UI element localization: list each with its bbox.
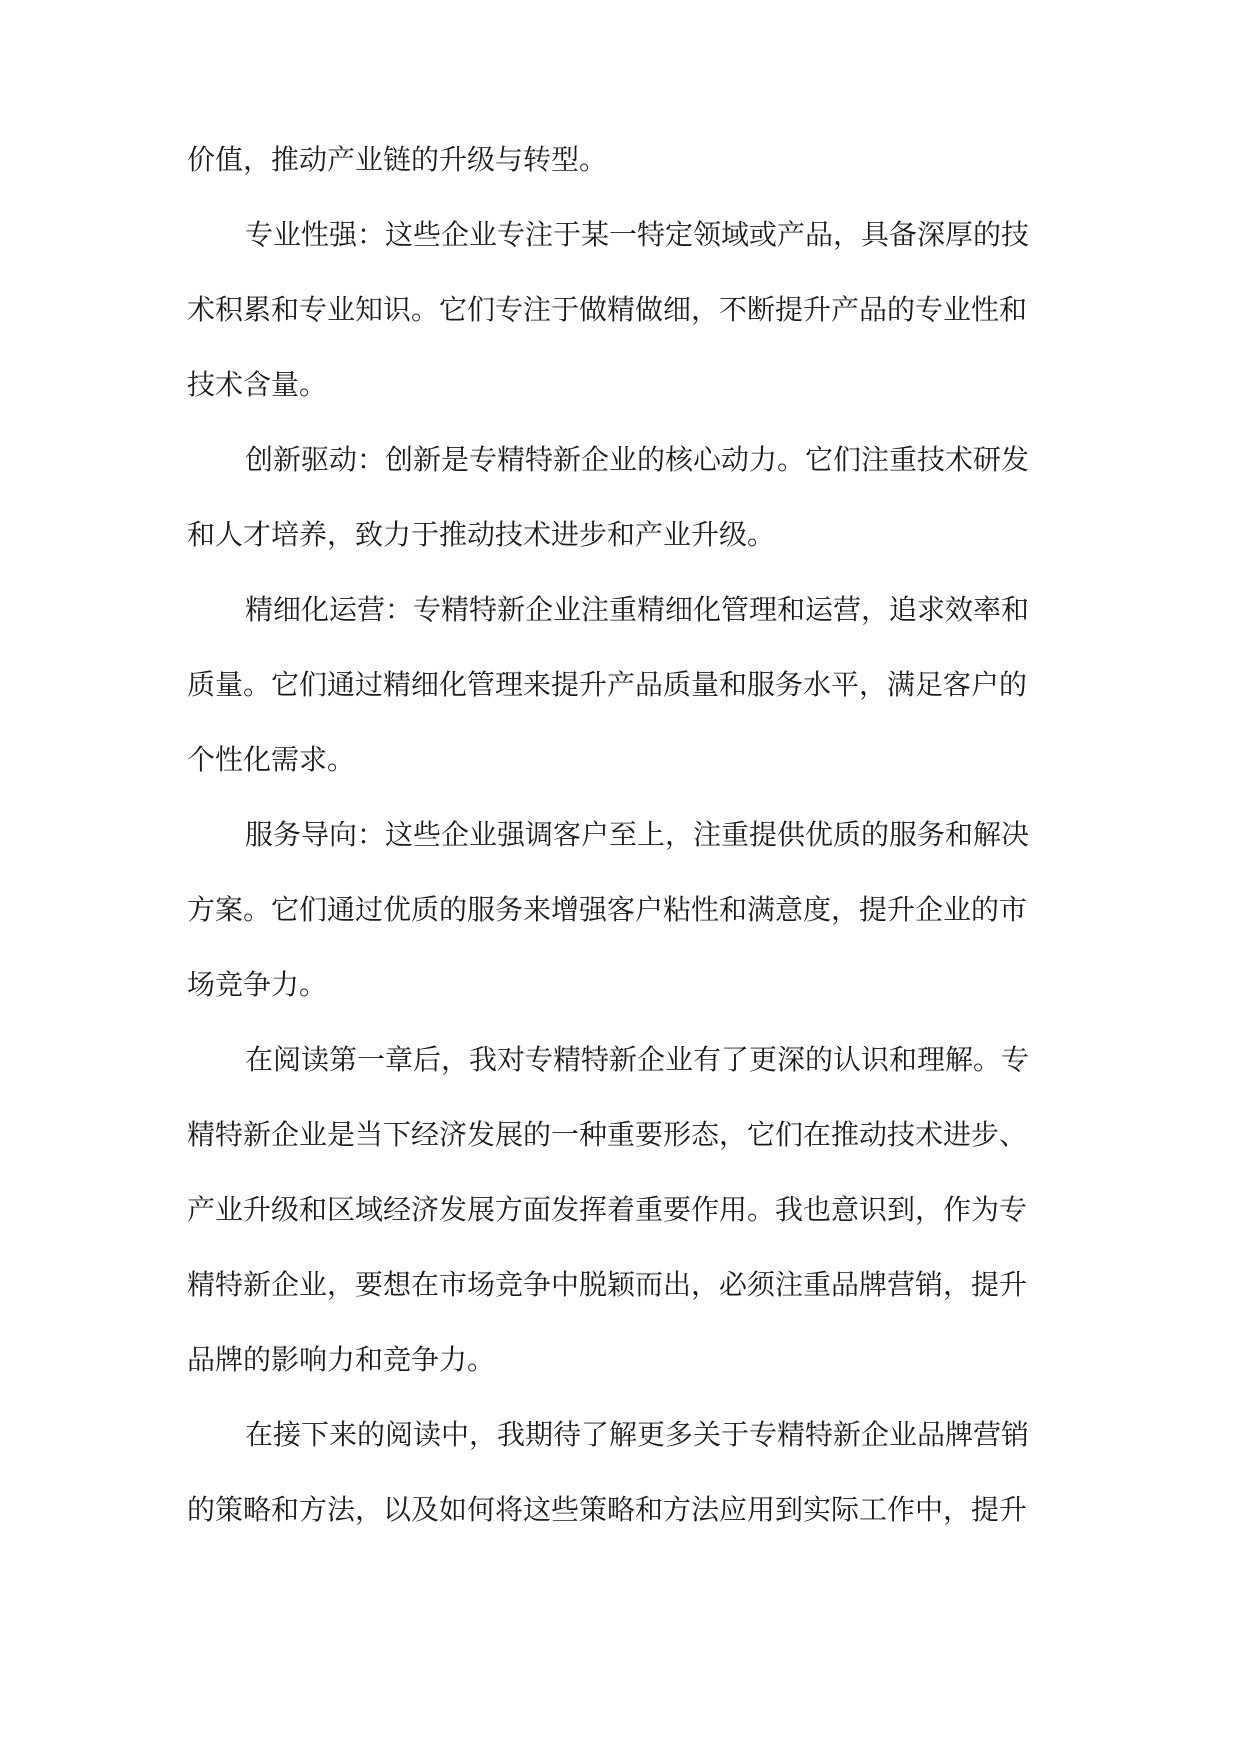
text-line: 产业升级和区域经济发展方面发挥着重要作用。我也意识到，作为专 <box>187 1193 1028 1226</box>
text-line: 精特新企业是当下经济发展的一种重要形态，它们在推动技术进步、 <box>187 1118 1028 1151</box>
text-line: 品牌的影响力和竞争力。 <box>187 1343 496 1376</box>
text-line: 技术含量。 <box>187 368 328 401</box>
text-line: 场竞争力。 <box>187 968 328 1001</box>
text-line: 价值，推动产业链的升级与转型。 <box>187 143 608 176</box>
text-line: 服务导向：这些企业强调客户至上，注重提供优质的服务和解决 <box>245 818 1030 851</box>
text-line: 方案。它们通过优质的服务来增强客户粘性和满意度，提升企业的市 <box>187 893 1028 926</box>
text-line: 质量。它们通过精细化管理来提升产品质量和服务水平，满足客户的 <box>187 668 1028 701</box>
body-text <box>187 143 1057 1568</box>
text-line: 在阅读第一章后，我对专精特新企业有了更深的认识和理解。专 <box>245 1043 1030 1076</box>
text-line: 术积累和专业知识。它们专注于做精做细，不断提升产品的专业性和 <box>187 293 1028 326</box>
text-line: 精细化运营：专精特新企业注重精细化管理和运营，追求效率和 <box>245 593 1030 626</box>
text-line: 个性化需求。 <box>187 743 356 776</box>
text-line: 创新驱动：创新是专精特新企业的核心动力。它们注重技术研发 <box>245 443 1030 476</box>
text-line: 和人才培养，致力于推动技术进步和产业升级。 <box>187 518 776 551</box>
text-line: 精特新企业，要想在市场竞争中脱颖而出，必须注重品牌营销，提升 <box>187 1268 1028 1301</box>
text-line: 在接下来的阅读中，我期待了解更多关于专精特新企业品牌营销 <box>245 1418 1030 1451</box>
text-line: 的策略和方法，以及如何将这些策略和方法应用到实际工作中，提升 <box>187 1493 1028 1526</box>
text-line: 专业性强：这些企业专注于某一特定领域或产品，具备深厚的技 <box>245 218 1030 251</box>
